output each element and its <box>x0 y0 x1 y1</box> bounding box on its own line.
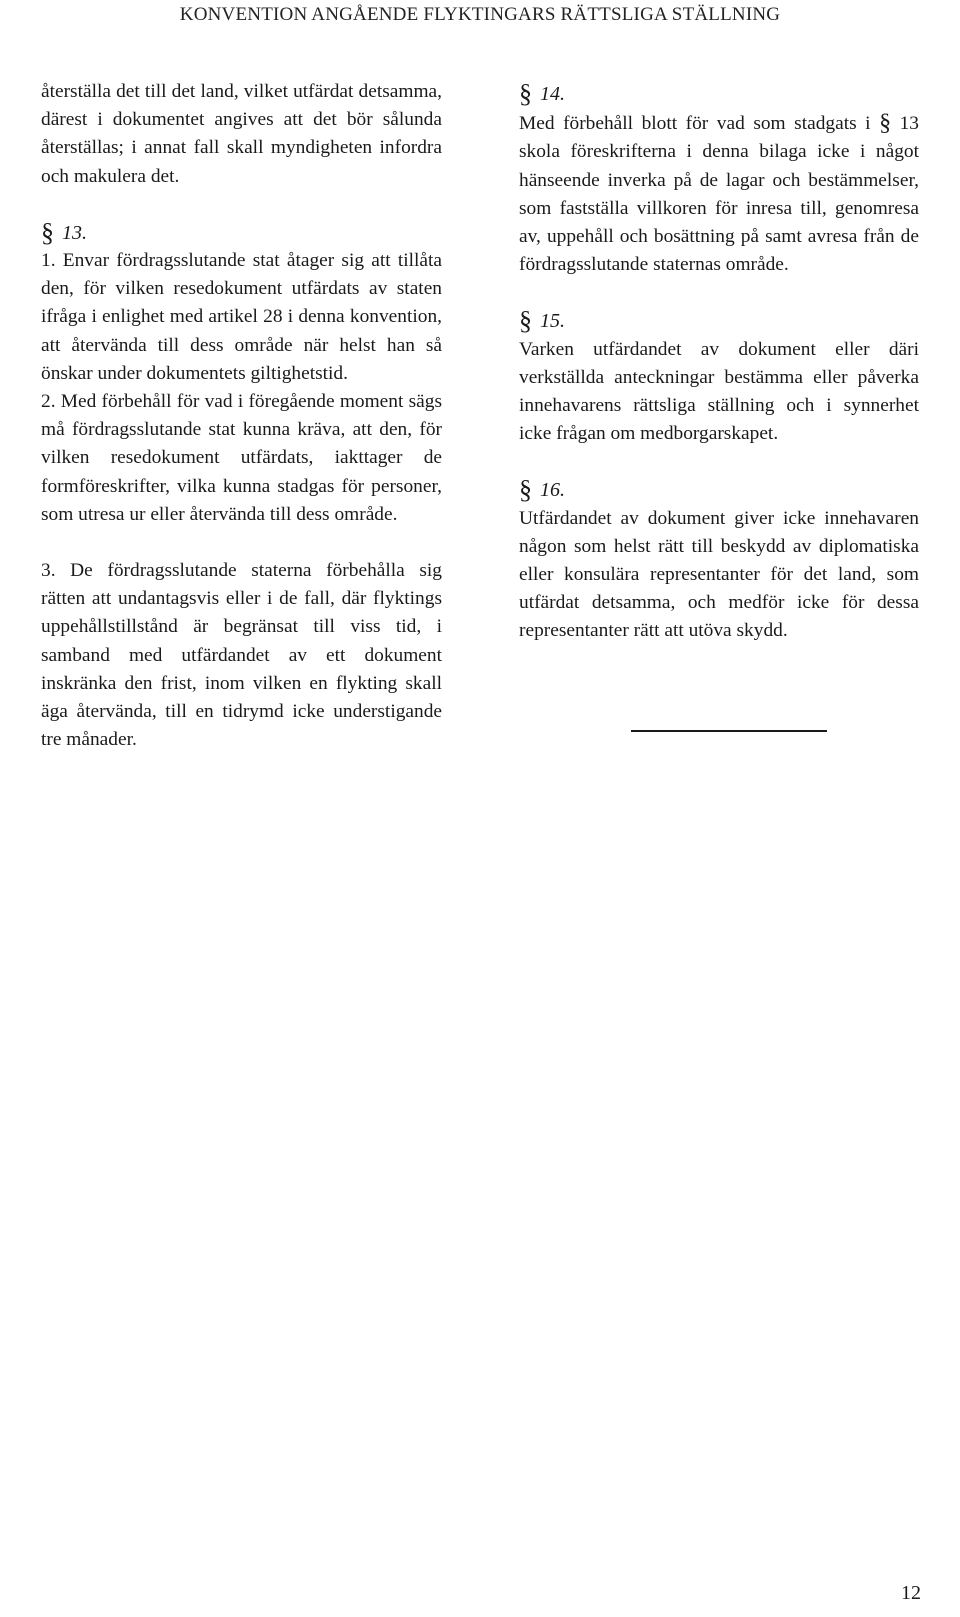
page-number: 12 <box>901 1582 921 1604</box>
section-14-paragraph <box>519 108 919 279</box>
section-14-text-after: 13 skola föreskrifterna i denna bilaga icke i något hänseende inverka på de lagar och bestämmelser, som fastställa villkoren för inresa till, genomresa av, uppehåll och bosättning på samt avresa från de fördragsslutande staternas område. <box>519 113 919 276</box>
section-15-heading <box>519 305 919 335</box>
section-13-paragraph-3: 3. De fördragsslutande staterna förbehålla sig rätten att undantagsvis eller i de fall, där flyktings uppehållstillstånd är begränsat till viss tid, i samband med utfärdandet av ett dokument inskränka den frist, inom vilken en flykting skall äga återvända, till en tidrymd icke understigande tre månader. <box>41 560 442 751</box>
running-header: KONVENTION ANGÅENDE FLYKTINGARS RÄTTSLIGA STÄLLNING <box>179 4 781 25</box>
section-16-number: 16. <box>540 479 565 502</box>
section-sign-icon: § <box>879 110 892 137</box>
section-15-paragraph: Varken utfärdandet av dokument eller däri verkställda anteckningar bestämma eller påverka innehavarens rättsliga ställning och i synnerhet icke frågan om medborgarskapet. <box>519 338 919 445</box>
section-13-paragraph-2: 2. Med förbehåll för vad i föregående moment sägs må fördragsslutande stat kunna kräva, att den, för vilken resedokument utfärdats, iakttager de formföreskrifter, vilka kunna stadgas för personer, som utresa ur eller återvända till dess område. <box>41 391 442 525</box>
section-sign-icon: § <box>519 306 532 336</box>
section-sign-icon: § <box>519 475 532 505</box>
section-13-paragraph-1: 1. Envar fördragsslutande stat åtager sig att tillåta den, för vilken resedokument utfärdats av staten ifråga i enlighet med artikel 28 i denna konvention, att återvända till dess område när helst han så önskar under dokumentets giltighetstid. <box>41 250 442 384</box>
continuation-paragraph: återställa det till det land, vilket utfärdat detsamma, därest i dokumentet angives att det bör sålunda återställas; i annat fall skall myndigheten infordra och makulera det. <box>41 81 442 187</box>
section-13-heading <box>41 217 442 247</box>
left-column <box>41 78 442 754</box>
section-16-paragraph: Utfärdandet av dokument giver icke innehavaren någon som helst rätt till beskydd av diplomatiska eller konsulära representanter för det land, som utfärdat detsamma, och medför icke för dessa representanter rätt att utöva skydd. <box>519 507 919 642</box>
section-13-number: 13. <box>62 221 87 244</box>
section-15-number: 15. <box>540 310 565 333</box>
section-16-heading <box>519 474 919 504</box>
section-14-heading <box>519 78 919 108</box>
section-sign-icon: § <box>519 79 532 108</box>
section-14-number: 14. <box>540 83 565 105</box>
section-14-text-before: Med förbehåll blott för vad som stadgats i <box>519 113 880 135</box>
right-column <box>519 78 919 646</box>
end-rule <box>631 730 827 732</box>
section-sign-icon: § <box>41 217 54 247</box>
